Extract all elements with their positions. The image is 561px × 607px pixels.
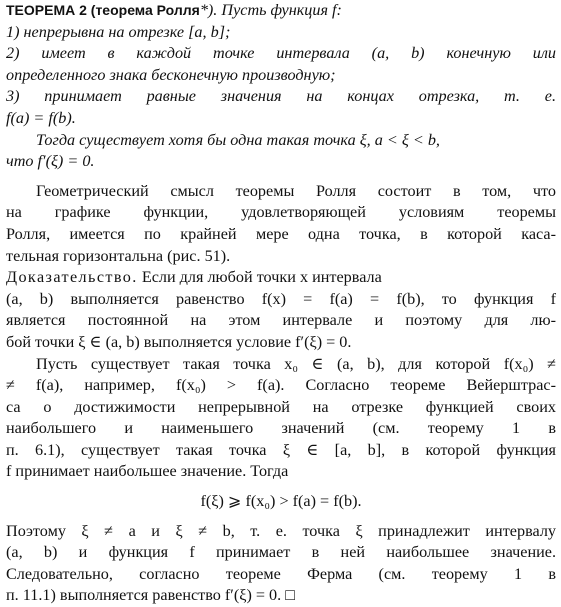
proof-line: п. 11.1) выполняется равенство f′(ξ) = 0. □ — [6, 586, 296, 605]
proof-line: Поэтому ξ ≠ a и ξ ≠ b, т. е. точка ξ принадлежит интервалу — [6, 521, 556, 540]
proof-line: (a, b) и функция f принимает в ней наибольшее значение. — [6, 543, 556, 562]
theorem-heading — [6, 0, 556, 22]
proof-line: (a, b) выполняется равенство f(x) = f(a) = f(b), то функция f — [6, 289, 556, 308]
proof-line: ≠ f(a), например, f(x₀) > f(a). Согласно теореме Вейерштрас- — [6, 376, 556, 395]
formula-gap — [6, 483, 556, 491]
conclusion-line: что f′(ξ) = 0. — [6, 152, 95, 171]
condition-line: 2) имеет в каждой точке интервала (a, b) конечную или — [6, 44, 556, 63]
geometric-line: тельная горизонтальна (рис. 51). — [6, 246, 231, 265]
condition-line: определенного знака бесконечную производную; — [6, 65, 336, 84]
book-page — [6, 0, 556, 607]
conclusion-line: Тогда существует хотя бы одна такая точка ξ, a < ξ < b, — [36, 130, 440, 149]
proof-line: наибольшего и наименьшего значений (см. теорему 1 в — [6, 419, 556, 438]
proof-line: са о достижимости непрерывной на отрезке функцией своих — [6, 397, 556, 416]
theorem-intro: *). Пусть функция f: — [199, 1, 342, 19]
condition-line: 3) принимает равные значения на концах отрезка, т. е. — [6, 87, 556, 106]
proof-first-line — [6, 267, 556, 289]
geometric-line: Ролля, имеется по крайней мере одна точка, в которой каса- — [6, 224, 556, 243]
geometric-line: на графике функции, удовлетворяющей условиям теоремы — [6, 203, 556, 222]
theorem-title: ТЕОРЕМА 2 (теорема Ролля — [6, 2, 200, 18]
proof-line: бой точки ξ ∈ (a, b) выполняется условие f′(ξ) = 0. — [6, 332, 352, 351]
condition-line: 1) непрерывна на отрезке [a, b]; — [6, 22, 231, 41]
formula-gap — [6, 513, 556, 521]
proof-line: является постоянной на этом интервале и поэтому для лю- — [6, 311, 556, 330]
condition-line: f(a) = f(b). — [6, 108, 76, 127]
proof-line: п. 6.1), существует такая точка ξ ∈ [a, b], в которой функция — [6, 440, 556, 459]
proof-line: Следовательно, согласно теореме Ферма (см. теорему 1 в — [6, 564, 556, 583]
proof-line: f принимает наибольшее значение. Тогда — [6, 462, 289, 481]
display-formula: f(ξ) ⩾ f(x₀) > f(a) = f(b). — [200, 492, 362, 511]
proof-first-text: Если для любой точки x интервала — [137, 268, 382, 287]
geometric-line: Геометрический смысл теоремы Ролля состоит в том, что — [36, 181, 556, 200]
proof-label: Доказательство. — [6, 268, 138, 287]
proof-line: Пусть существует такая точка x₀ ∈ (a, b), для которой f(x₀) ≠ — [36, 354, 556, 373]
paragraph-gap — [6, 173, 556, 181]
